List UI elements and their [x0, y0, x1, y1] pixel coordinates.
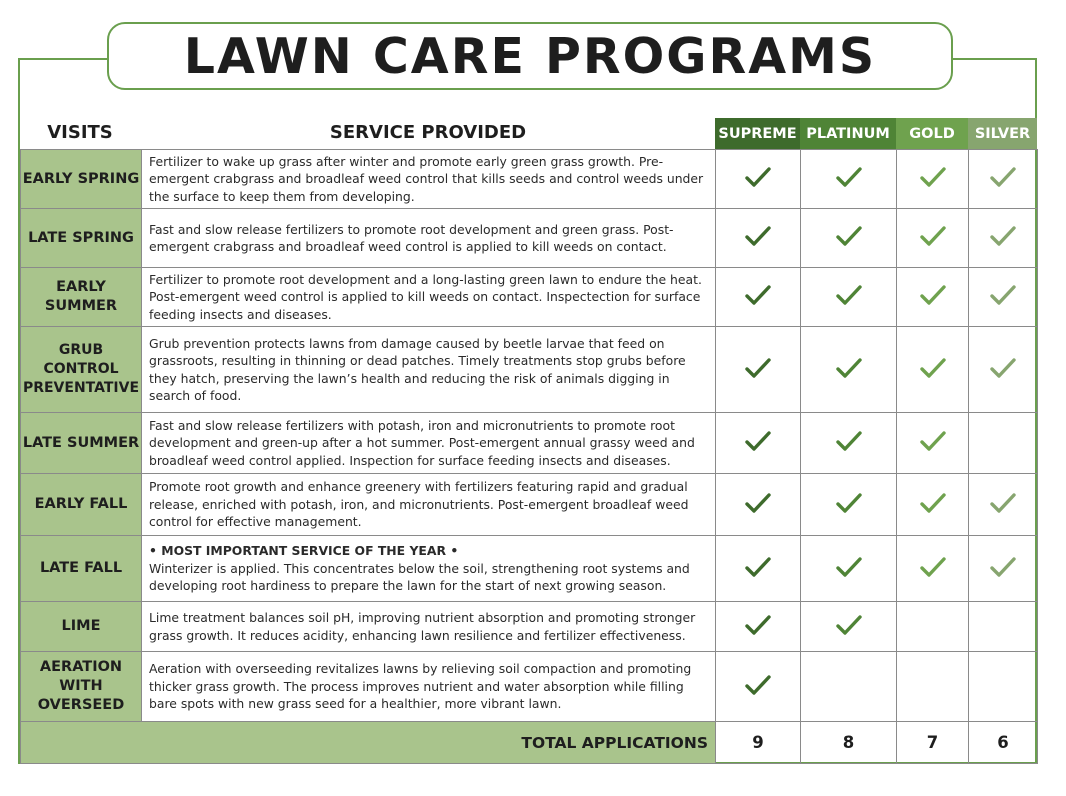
plan-cell-platinum [801, 150, 897, 209]
service-description [142, 209, 716, 268]
plan-cell-platinum [801, 413, 897, 474]
plan-cell-platinum [801, 327, 897, 413]
table-row [21, 327, 1038, 413]
description-text: Lime treatment balances soil pH, improving nutrient absorption and promoting stronger grass growth. It reduces acidity, enhancing lawn resilience and fertilizer effectiveness. [149, 610, 696, 643]
description-text: Fertilizer to promote root development and a long-lasting green lawn to endure the heat. Post-emergent weed control is applied to kill weeds on contact. Inspectection for surface feeding insects and diseases. [149, 271, 702, 322]
checkmark-icon [836, 166, 862, 191]
visit-name: LIME [21, 602, 142, 652]
plan-cell-gold [897, 209, 969, 268]
checkmark-icon [836, 492, 862, 517]
visit-name: GRUB CONTROL PREVENTATIVE [21, 327, 142, 413]
checkmark-icon [836, 284, 862, 309]
plan-cell-platinum [801, 602, 897, 652]
checkmark-icon [920, 284, 946, 309]
visit-name: EARLY SUMMER [21, 268, 142, 327]
plan-cell-platinum [801, 652, 897, 722]
visit-name: LATE SPRING [21, 209, 142, 268]
plan-cell-supreme [716, 150, 801, 209]
table-row [21, 150, 1038, 209]
plan-cell-gold [897, 536, 969, 602]
checkmark-icon [990, 284, 1016, 309]
plan-cell-supreme [716, 413, 801, 474]
service-column-header: SERVICE PROVIDED [329, 122, 527, 143]
plan-cell-gold [897, 602, 969, 652]
title-banner [107, 22, 953, 90]
plan-cell-silver [969, 150, 1038, 209]
emphasis-note: • MOST IMPORTANT SERVICE OF THE YEAR • [149, 543, 459, 559]
checkmark-icon [745, 357, 771, 382]
page-title: LAWN CARE PROGRAMS [183, 27, 877, 85]
description-text: Fertilizer to wake up grass after winter and promote early green grass growth. Pre-emergent crabgrass and broadleaf weed control that kills seeds and control weeds under the surface to keep them from developing. [149, 153, 704, 204]
plan-header-supreme: SUPREME [715, 118, 800, 149]
plan-cell-platinum [801, 474, 897, 536]
service-description [142, 602, 716, 652]
plan-cell-platinum [801, 536, 897, 602]
service-description [142, 327, 716, 413]
total-count-silver: 6 [969, 722, 1038, 764]
checkmark-icon [745, 225, 771, 250]
table-row [21, 413, 1038, 474]
plan-cell-platinum [801, 268, 897, 327]
checkmark-icon [745, 284, 771, 309]
description-text: Aeration with overseeding revitalizes lawns by relieving soil compaction and promoting thicker grass growth. The process improves nutrient and water absorption while filling bare spots with new grass seed for a healthier, more vibrant lawn. [149, 661, 692, 712]
visit-name: LATE SUMMER [21, 413, 142, 474]
plan-header-gold: GOLD [896, 118, 968, 149]
plan-cell-silver [969, 602, 1038, 652]
service-description [142, 268, 716, 327]
totals-row [21, 722, 1038, 764]
checkmark-icon [920, 225, 946, 250]
service-description [142, 474, 716, 536]
checkmark-icon [920, 357, 946, 382]
plan-cell-gold [897, 413, 969, 474]
visit-name: AERATION WITH OVERSEED [21, 652, 142, 722]
checkmark-icon [745, 674, 771, 699]
visit-name: EARLY SPRING [21, 150, 142, 209]
plan-cell-platinum [801, 209, 897, 268]
service-description [142, 413, 716, 474]
plan-cell-supreme [716, 536, 801, 602]
plan-cell-silver [969, 327, 1038, 413]
plan-cell-gold [897, 268, 969, 327]
table-row [21, 268, 1038, 327]
checkmark-icon [836, 430, 862, 455]
checkmark-icon [745, 430, 771, 455]
plan-cell-silver [969, 474, 1038, 536]
total-count-supreme: 9 [716, 722, 801, 764]
total-count-gold: 7 [897, 722, 969, 764]
plan-cell-gold [897, 652, 969, 722]
plan-cell-supreme [716, 474, 801, 536]
checkmark-icon [745, 556, 771, 581]
total-count-platinum: 8 [801, 722, 897, 764]
service-description [142, 652, 716, 722]
table-row [21, 209, 1038, 268]
plan-cell-gold [897, 327, 969, 413]
plan-header-platinum: PLATINUM [800, 118, 896, 149]
plan-cell-gold [897, 474, 969, 536]
plan-cell-supreme [716, 602, 801, 652]
plan-cell-silver [969, 209, 1038, 268]
description-text: Fast and slow release fertilizers with potash, iron and micronutrients to promote root development and green-up after a hot summer. Post-emergent annual grassy weed and broadleaf weed control applied. Inspection for surface feeding insects and diseases. [149, 417, 695, 468]
table-row [21, 652, 1038, 722]
checkmark-icon [920, 166, 946, 191]
service-description [142, 150, 716, 209]
plan-cell-supreme [716, 327, 801, 413]
visits-column-header: VISITS [47, 122, 113, 143]
plan-cell-silver [969, 536, 1038, 602]
checkmark-icon [836, 614, 862, 639]
checkmark-icon [920, 556, 946, 581]
plan-cell-gold [897, 150, 969, 209]
description-text: Winterizer is applied. This concentrates below the soil, strengthening root systems and developing root hardiness to prepare the lawn for the start of next growing season. [149, 560, 690, 594]
plan-cell-supreme [716, 268, 801, 327]
visit-name: LATE FALL [21, 536, 142, 602]
checkmark-icon [990, 492, 1016, 517]
checkmark-icon [745, 614, 771, 639]
programs-table [20, 149, 1038, 764]
plan-cell-silver [969, 652, 1038, 722]
description-text: Promote root growth and enhance greenery with fertilizers featuring rapid and gradual release, enriched with potash, iron, and micronutrients. Post-emergent broadleaf weed control for effective management. [149, 479, 689, 530]
plan-header-silver: SILVER [968, 118, 1037, 149]
checkmark-icon [990, 556, 1016, 581]
service-description [142, 536, 716, 602]
description-text: Grub prevention protects lawns from damage caused by beetle larvae that feed on grassroots, resulting in thinning or dead patches. Timely treatments stop grubs before they hatch, preserving the lawn’s health and reducing the risk of animals digging in search of food. [149, 335, 686, 403]
table-row [21, 602, 1038, 652]
plan-cell-supreme [716, 209, 801, 268]
plan-cell-silver [969, 268, 1038, 327]
checkmark-icon [990, 357, 1016, 382]
checkmark-icon [745, 492, 771, 517]
checkmark-icon [990, 166, 1016, 191]
checkmark-icon [745, 166, 771, 191]
checkmark-icon [836, 357, 862, 382]
table-row [21, 474, 1038, 536]
description-text: Fast and slow release fertilizers to promote root development and green grass. Post-emergent crabgrass and broadleaf weed control is applied to kill weeds on contact. [149, 221, 674, 254]
table-row [21, 536, 1038, 602]
total-applications-label: TOTAL APPLICATIONS [21, 722, 716, 764]
plan-cell-silver [969, 413, 1038, 474]
checkmark-icon [920, 492, 946, 517]
plan-cell-supreme [716, 652, 801, 722]
checkmark-icon [836, 225, 862, 250]
checkmark-icon [920, 430, 946, 455]
checkmark-icon [990, 225, 1016, 250]
visit-name: EARLY FALL [21, 474, 142, 536]
checkmark-icon [836, 556, 862, 581]
